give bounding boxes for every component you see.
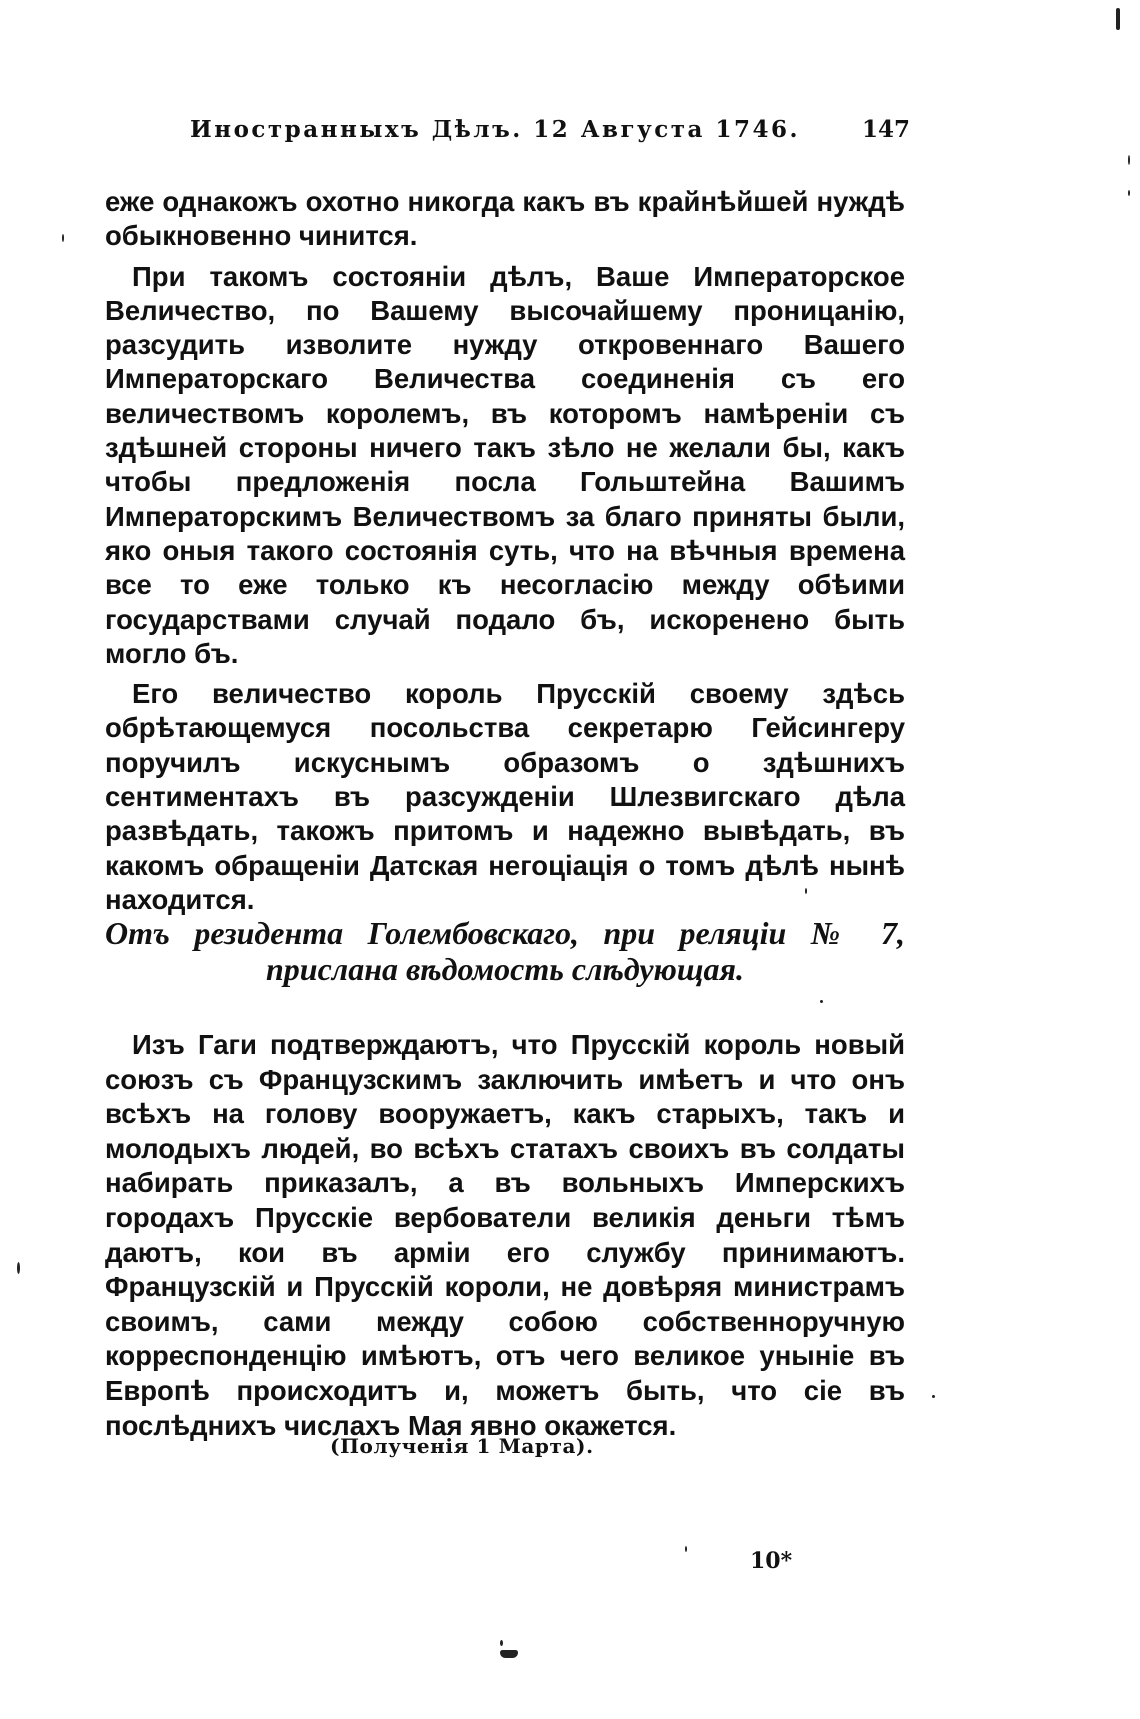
paragraph-state-of-affairs: При такомъ состояніи дѣлъ, Ваше Императорское Величество, по Вашему высочайшему проницанію, разсудить изволите нужду откровеннаго Вашего Императорскаго Величества соединенія съ его величествомъ королемъ, въ которомъ намѣреніи съ здѣшней стороны ничего такъ зѣло не желали бы, какъ чтобы предложенія посла Гольштейна Вашимъ Императорскимъ Величествомъ за благо приняты были, яко оныя такого состоянія суть, что на вѣчныя времена все то еже только къ несогласію между обѣими государствами случай подало бъ, искоренено быть могло бъ. [105, 260, 905, 669]
body-text [105, 185, 905, 917]
scan-speck [500, 1650, 518, 1658]
running-title: Иностранныхъ Дѣлъ. 12 Августа 1746. [190, 116, 800, 143]
scan-speck [820, 1000, 823, 1003]
scan-speck [685, 1546, 687, 1552]
scan-speck [1128, 190, 1130, 196]
page-number: 147 [861, 116, 910, 143]
scan-speck [1116, 8, 1120, 30]
scan-speck [805, 888, 807, 894]
scan-speck [1128, 155, 1130, 165]
signature-mark: 10* [750, 1548, 793, 1574]
section-heading: Отъ резидента Голембовскаго, при реляціи № 7, прислана вѣдомость слѣдующая. [105, 915, 905, 987]
running-head [190, 116, 910, 150]
scan-speck [17, 1262, 20, 1274]
paragraph-prussian-king: Его величество король Прусскій своему здѣсь обрѣтающемуся посольства секретарю Гейсингеру поручилъ искуснымъ образомъ о здѣшнихъ сентиментахъ въ разсужденіи Шлезвигскаго дѣла развѣдать, такожъ притомъ и надежно вывѣдать, въ какомъ обращеніи Датская негоціація о томъ дѣлѣ нынѣ находится. [105, 678, 905, 915]
scan-speck [500, 1640, 503, 1646]
scan-speck [932, 1395, 935, 1398]
paragraph-continuation: еже однакожъ охотно никогда какъ въ крайнѣйшей нуждѣ обыкновенно чинится. [105, 186, 905, 252]
report-paragraph: Изъ Гаги подтверждаютъ, что Прусскій король новый союзъ съ Французскимъ заключить имѣетъ и что онъ всѣхъ на голову вооружаетъ, какъ старыхъ, такъ и молодыхъ людей, во всѣхъ статахъ своихъ въ солдаты набирать приказалъ, а въ вольныхъ Имперскихъ городахъ Прусскіе вербователи великія деньги тѣмъ даютъ, кои въ арміи его службу принимаютъ. Французскій и Прусскій короли, не довѣряя министрамъ своимъ, сами между собою собственноручную корреспонденцію имѣютъ, отъ чего великое уныніе въ Европѣ происходитъ и, можетъ быть, что сіе въ послѣднихъ числахъ Мая явно окажется. [105, 1029, 905, 1441]
received-note: (Полученія 1 Марта). [330, 1434, 594, 1458]
scan-speck [62, 234, 64, 242]
